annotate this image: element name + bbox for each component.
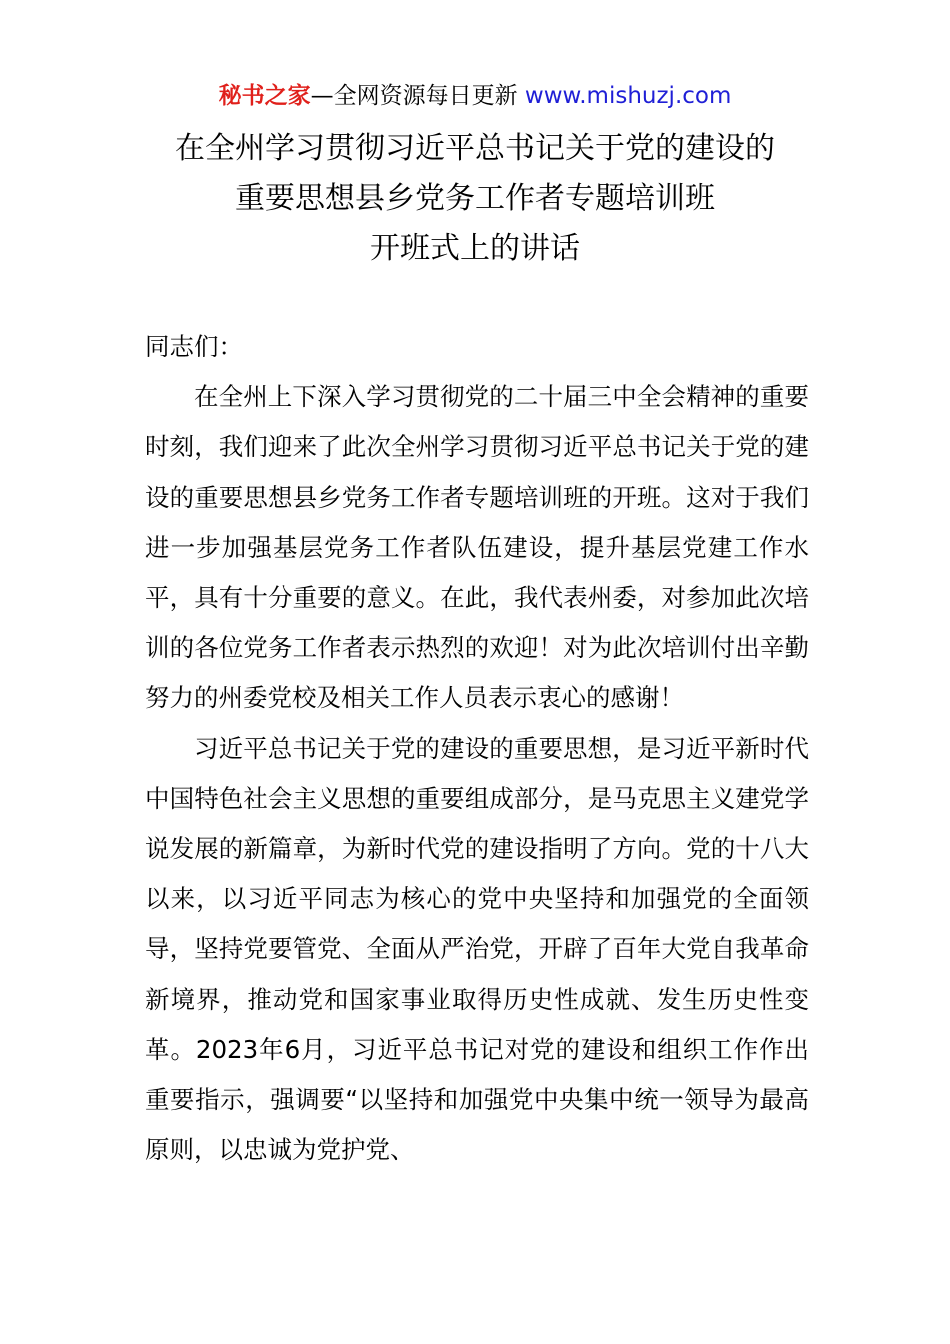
title-line-2: 重要思想县乡党务工作者专题培训班	[235, 181, 715, 216]
document-body	[145, 322, 809, 1175]
paragraph-1: 在全州上下深入学习贯彻党的二十届三中全会精神的重要时刻，我们迎来了此次全州学习贯彻习近平总书记关于党的建设的重要思想县乡党务工作者专题培训班的开班。这对于我们进一步加强基层党务工作者队伍建设，提升基层党建工作水平，具有十分重要的意义。在此，我代表州委，对参加此次培训的各位党务工作者表示热烈的欢迎！对为此次培训付出辛勤努力的州委党校及相关工作人员表示衷心的感谢！	[145, 382, 809, 713]
site-tagline: —全网资源每日更新	[310, 83, 525, 109]
title-line-3: 开班式上的讲话	[370, 231, 580, 266]
site-header	[0, 80, 950, 112]
salutation: 同志们：	[145, 332, 243, 361]
document-title	[0, 124, 950, 274]
site-url-link[interactable]: www.mishuzj.com	[524, 83, 732, 109]
title-line-1: 在全州学习贯彻习近平总书记关于党的建设的	[175, 131, 775, 166]
paragraph-2: 习近平总书记关于党的建设的重要思想，是习近平新时代中国特色社会主义思想的重要组成部分，是马克思主义建党学说发展的新篇章，为新时代党的建设指明了方向。党的十八大以来，以习近平同志为核心的党中央坚持和加强党的全面领导，坚持党要管党、全面从严治党，开辟了百年大党自我革命新境界，推动党和国家事业取得历史性成就、发生历史性变革。2023年6月，习近平总书记对党的建设和组织工作作出重要指示，强调要“以坚持和加强党中央集中统一领导为最高原则，以忠诚为党护党、	[145, 733, 809, 1165]
site-brand: 秘书之家	[218, 83, 311, 109]
